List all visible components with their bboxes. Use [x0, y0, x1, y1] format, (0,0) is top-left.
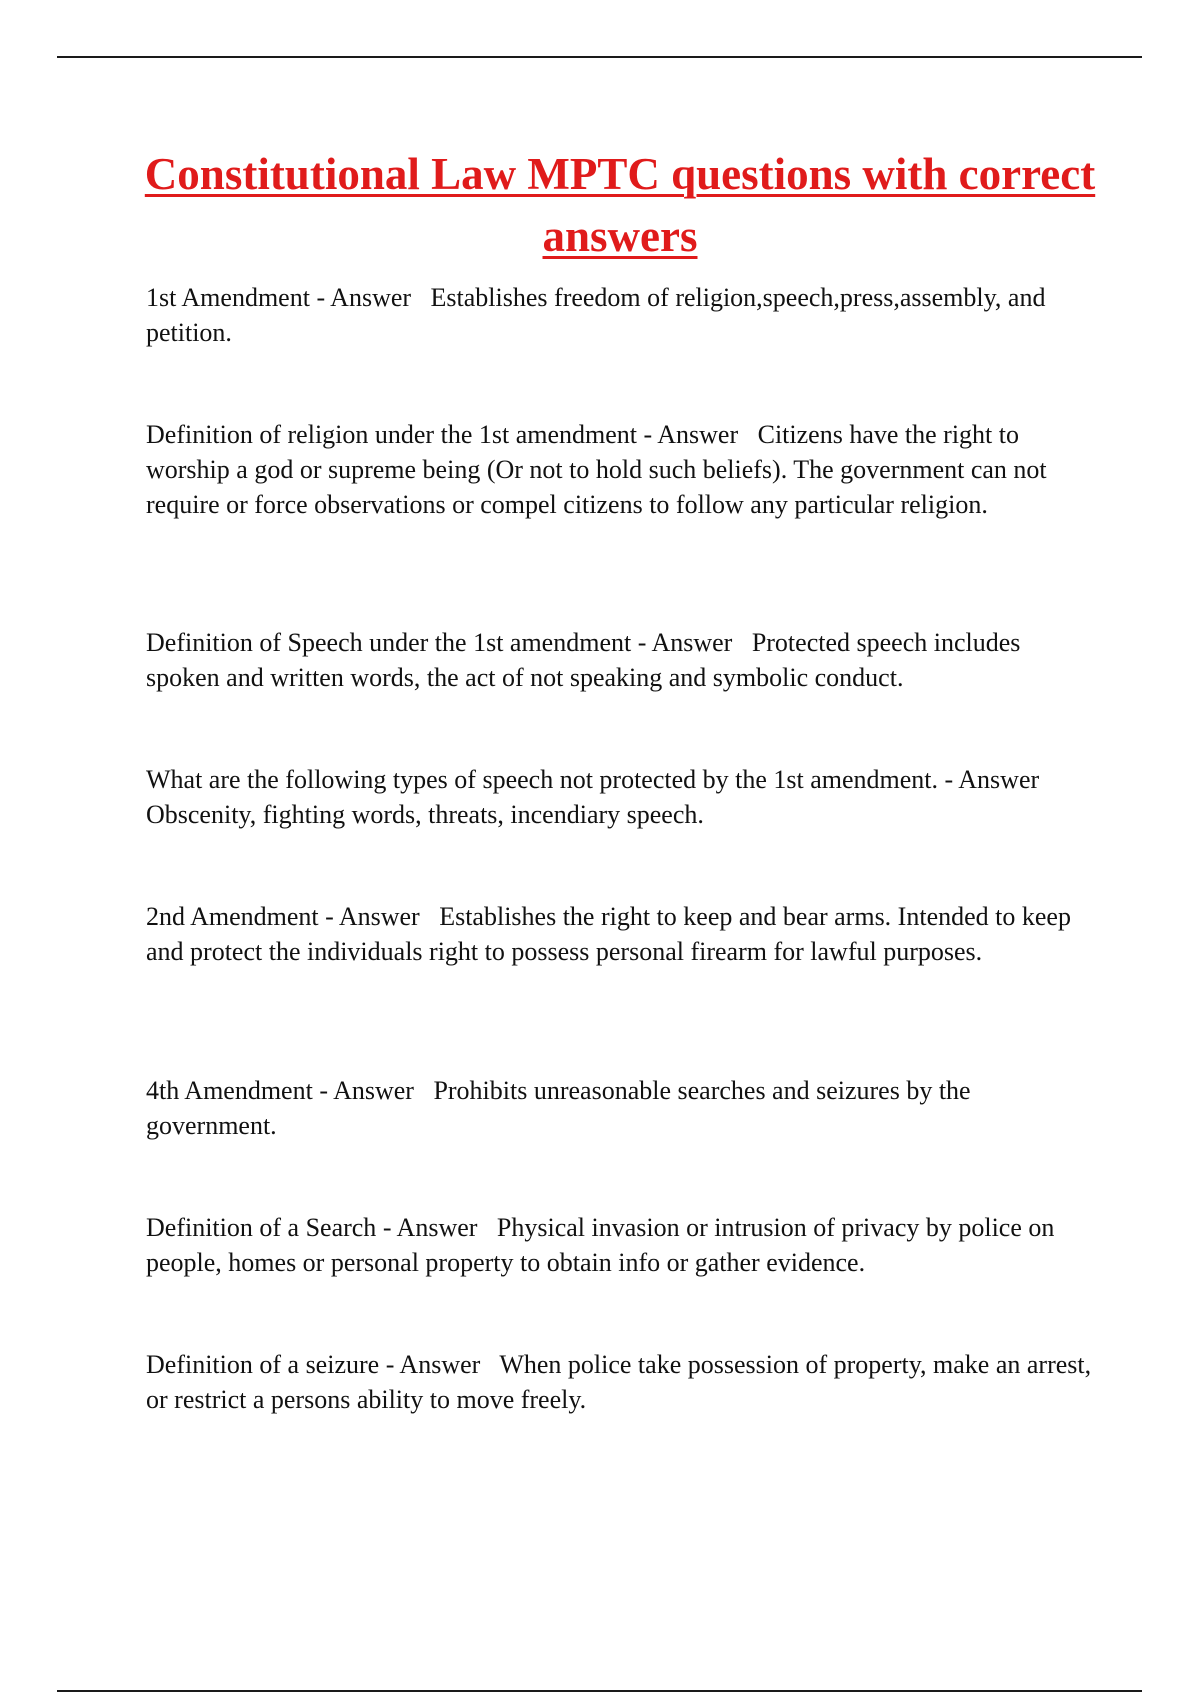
- bottom-rule: [57, 1690, 1142, 1692]
- answer: Establishes the right to keep and bear arms. Intended to keep and protect the individuals right to possess personal firearm for lawful purposes.: [146, 902, 1071, 966]
- answer-label: Answer: [399, 1350, 481, 1379]
- answer: Physical invasion or intrusion of privacy by police on people, homes or personal property to obtain info or gather evidence.: [146, 1213, 1055, 1277]
- separator: -: [379, 1350, 400, 1379]
- separator: -: [376, 1213, 397, 1242]
- answer-label: Answer: [338, 902, 420, 931]
- qa-item-4th-amendment: [146, 1073, 1096, 1143]
- answer: Obscenity, fighting words, threats, incendiary speech.: [146, 800, 704, 829]
- question: 4th Amendment: [146, 1076, 313, 1105]
- answer-label: Answer: [396, 1213, 478, 1242]
- question: What are the following types of speech not protected by the 1st amendment.: [146, 765, 939, 794]
- answer: When police take possession of property, make an arrest, or restrict a persons ability to move freely.: [146, 1350, 1092, 1414]
- qa-item-speech-definition: [146, 625, 1096, 695]
- separator: -: [318, 902, 339, 931]
- separator: -: [637, 420, 658, 449]
- answer: Protected speech includes spoken and written words, the act of not speaking and symbolic conduct.: [146, 628, 1021, 692]
- answer-label: Answer: [330, 283, 412, 312]
- separator: -: [312, 1076, 334, 1105]
- top-rule: [57, 56, 1142, 58]
- answer-label: Answer: [333, 1076, 414, 1105]
- qa-item-search-definition: [146, 1210, 1096, 1280]
- qa-item-seizure-definition: [146, 1347, 1096, 1417]
- question: Definition of a Search: [146, 1213, 377, 1242]
- question: 2nd Amendment: [146, 902, 319, 931]
- answer-label: Answer: [958, 765, 1040, 794]
- separator: -: [631, 628, 652, 657]
- separator: -: [938, 765, 959, 794]
- answer-label: Answer: [657, 420, 739, 449]
- question: 1st Amendment: [146, 283, 310, 312]
- question: Definition of Speech under the 1st amendment: [146, 628, 632, 657]
- separator: -: [309, 283, 331, 312]
- qa-item-1st-amendment: [146, 280, 1096, 350]
- question: Definition of a seizure: [146, 1350, 380, 1379]
- question: Definition of religion under the 1st amendment: [146, 420, 637, 449]
- qa-item-unprotected-speech: [146, 762, 1096, 832]
- qa-item-religion-definition: [146, 417, 1096, 522]
- answer: Prohibits unreasonable searches and seizures by the government.: [146, 1076, 971, 1140]
- answer: Establishes freedom of religion,speech,press,assembly, and petition.: [146, 283, 1046, 347]
- answer-label: Answer: [651, 628, 733, 657]
- qa-item-2nd-amendment: [146, 899, 1096, 969]
- document-title: Constitutional Law MPTC questions with correct answers: [144, 149, 1096, 261]
- answer: Citizens have the right to worship a god or supreme being (Or not to hold such beliefs). The government can not require or force observations or compel citizens to follow any particular religion.: [146, 420, 1047, 519]
